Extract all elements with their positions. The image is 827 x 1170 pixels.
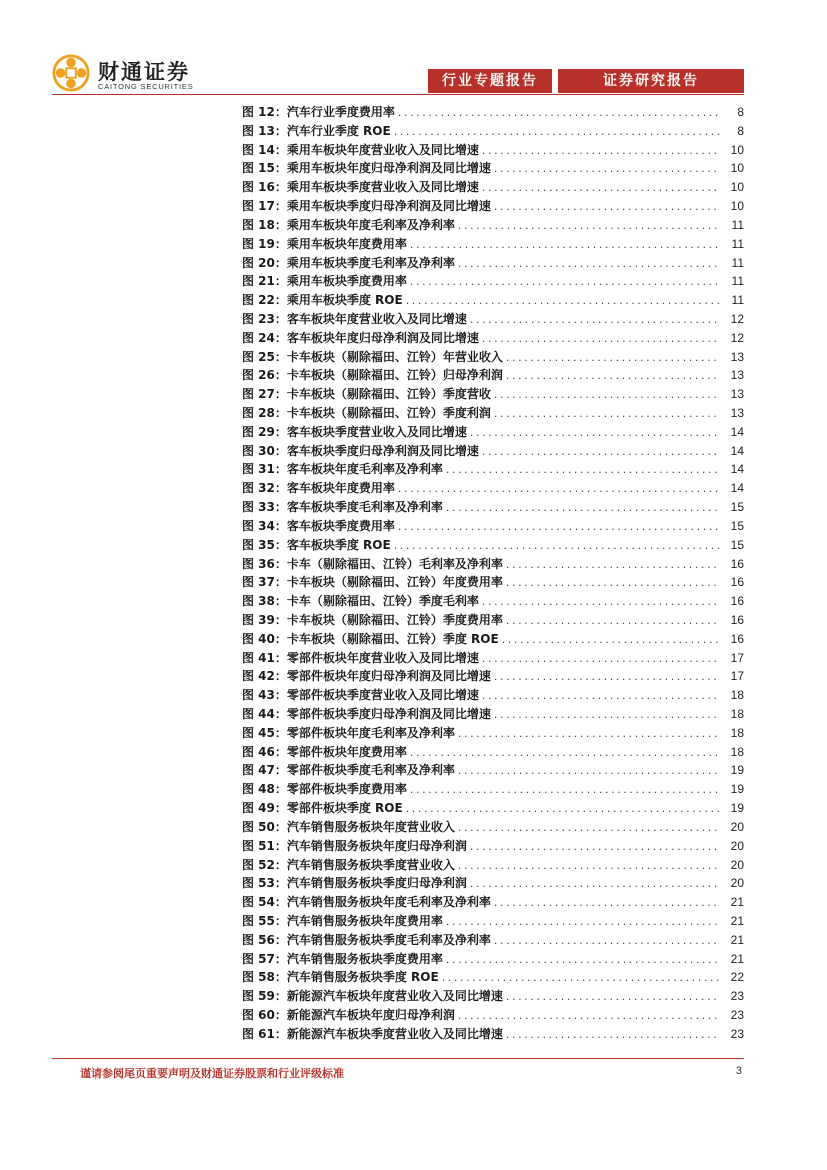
page-number: 3 (735, 1065, 742, 1077)
toc-entry[interactable] (242, 705, 744, 724)
toc-entry[interactable] (242, 667, 744, 686)
toc-entry-page: 16 (730, 556, 744, 571)
toc-entry-label: 图 17：乘用车板块季度归母净利润及同比增速 (242, 199, 491, 214)
toc-entry[interactable] (242, 987, 744, 1006)
toc-entry[interactable] (242, 159, 744, 178)
toc-entry[interactable] (242, 611, 744, 630)
toc-entry[interactable] (242, 1025, 744, 1044)
toc-entry[interactable] (242, 498, 744, 517)
toc-entry-page: 18 (730, 725, 744, 740)
toc-entry-label: 图 15：乘用车板块年度归母净利润及同比增速 (242, 161, 491, 176)
toc-leader-dots (503, 574, 720, 593)
toc-entry[interactable] (242, 536, 744, 555)
toc-entry[interactable] (242, 178, 744, 197)
toc-entry[interactable] (242, 724, 744, 743)
report-type-tag: 行业专题报告 (428, 69, 552, 93)
logo-english-name: CAITONG SECURITIES (98, 82, 194, 91)
toc-entry-label: 图 13：汽车行业季度 ROE (242, 123, 391, 138)
toc-leader-dots (479, 650, 720, 669)
toc-entry[interactable] (242, 423, 744, 442)
toc-entry[interactable] (242, 197, 744, 216)
toc-leader-dots (503, 1026, 720, 1045)
toc-entry-page: 21 (730, 951, 744, 966)
toc-entry-label: 图 60：新能源汽车板块年度归母净利润 (242, 1008, 455, 1022)
toc-entry-label: 图 58：汽车销售服务板块季度 ROE (242, 970, 439, 985)
caitong-logo-icon (52, 54, 90, 92)
toc-entry-page: 18 (730, 707, 744, 721)
toc-entry-page: 21 (730, 932, 744, 947)
toc-entry[interactable] (242, 404, 744, 423)
toc-entry-page: 20 (730, 819, 744, 834)
toc-entry-label: 图 57：汽车销售服务板块季度费用率 (242, 951, 443, 966)
toc-entry-label: 图 16：乘用车板块季度营业收入及同比增速 (242, 180, 479, 195)
toc-entry[interactable] (242, 103, 744, 122)
toc-entry-label: 图 19：乘用车板块年度费用率 (242, 236, 407, 251)
toc-leader-dots (455, 255, 720, 274)
toc-leader-dots (503, 367, 720, 386)
toc-entry-page: 15 (730, 537, 744, 552)
toc-entry-label: 图 27：卡车板块（剔除福田、江铃）季度营收 (242, 387, 491, 402)
toc-entry-label: 图 39：卡车板块（剔除福田、江铃）季度费用率 (242, 612, 503, 627)
toc-entry[interactable] (242, 366, 744, 385)
toc-entry-page: 11 (731, 274, 744, 289)
toc-entry-label: 图 44：零部件板块季度归母净利润及同比增速 (242, 707, 491, 721)
toc-entry-page: 10 (730, 161, 744, 176)
toc-leader-dots (407, 781, 720, 800)
toc-entry-page: 13 (730, 349, 744, 364)
toc-entry-label: 图 32：客车板块年度费用率 (242, 481, 395, 496)
toc-leader-dots (499, 631, 720, 650)
toc-entry[interactable] (242, 818, 744, 837)
toc-entry-label: 图 61：新能源汽车板块季度营业收入及同比增速 (242, 1026, 503, 1041)
toc-entry[interactable] (242, 837, 744, 856)
toc-entry-label: 图 26：卡车板块（剔除福田、江铃）归母净利润 (242, 368, 503, 383)
toc-entry-page: 10 (730, 142, 744, 157)
toc-entry[interactable] (242, 329, 744, 348)
toc-entry-page: 23 (730, 989, 744, 1004)
toc-entry[interactable] (242, 630, 744, 649)
toc-entry-page: 15 (730, 518, 744, 533)
toc-leader-dots (455, 857, 720, 876)
toc-entry[interactable] (242, 592, 744, 611)
toc-entry-label: 图 47：零部件板块季度毛利率及净利率 (242, 763, 455, 778)
toc-entry-label: 图 43：零部件板块季度营业收入及同比增速 (242, 688, 479, 703)
toc-leader-dots (479, 593, 720, 612)
toc-entry-page: 13 (730, 368, 744, 383)
toc-entry-page: 16 (730, 594, 744, 609)
toc-entry-label: 图 33：客车板块季度毛利率及净利率 (242, 500, 443, 515)
toc-leader-dots (479, 179, 720, 198)
toc-entry-label: 图 36：卡车（剔除福田、江铃）毛利率及净利率 (242, 556, 503, 571)
toc-entry-label: 图 54：汽车销售服务板块年度毛利率及净利率 (242, 895, 491, 910)
toc-entry-page: 19 (730, 782, 744, 797)
toc-entry[interactable] (242, 968, 744, 987)
toc-leader-dots (407, 273, 720, 292)
toc-entry-page: 21 (730, 895, 744, 910)
toc-entry-label: 图 40：卡车板块（剔除福田、江铃）季度 ROE (242, 631, 499, 646)
toc-leader-dots (403, 292, 720, 311)
toc-leader-dots (479, 142, 720, 161)
toc-leader-dots (491, 894, 720, 913)
toc-entry[interactable] (242, 893, 744, 912)
toc-entry[interactable] (242, 780, 744, 799)
toc-entry-page: 17 (730, 650, 744, 665)
toc-entry-label: 图 42：零部件板块年度归母净利润及同比增速 (242, 669, 491, 684)
toc-entry[interactable] (242, 686, 744, 705)
toc-entry[interactable] (242, 235, 744, 254)
toc-leader-dots (455, 217, 720, 236)
toc-entry-label: 图 34：客车板块季度费用率 (242, 518, 395, 533)
report-category-tag: 证券研究报告 (558, 69, 744, 93)
toc-entry-label: 图 53：汽车销售服务板块季度归母净利润 (242, 876, 467, 891)
figure-index-list (242, 103, 744, 1044)
toc-entry-label: 图 37：卡车板块（剔除福田、江铃）年度费用率 (242, 575, 503, 590)
toc-entry-page: 22 (730, 970, 744, 985)
toc-entry[interactable] (242, 291, 744, 310)
toc-leader-dots (503, 612, 720, 631)
toc-entry-page: 19 (730, 763, 744, 778)
toc-entry-page: 10 (730, 180, 744, 195)
toc-entry-label: 图 25：卡车板块（剔除福田、江铃）年营业收入 (242, 349, 503, 364)
toc-entry-label: 图 51：汽车销售服务板块年度归母净利润 (242, 838, 467, 853)
toc-entry-page: 11 (731, 255, 744, 270)
toc-entry[interactable] (242, 122, 744, 141)
toc-leader-dots (491, 198, 720, 217)
toc-entry-page: 21 (730, 913, 744, 928)
toc-entry-label: 图 29：客车板块季度营业收入及同比增速 (242, 424, 467, 439)
toc-entry[interactable] (242, 385, 744, 404)
toc-entry[interactable] (242, 799, 744, 818)
toc-entry-page: 13 (730, 387, 744, 402)
toc-entry-page: 23 (730, 1026, 744, 1041)
toc-leader-dots (455, 819, 720, 838)
toc-entry[interactable] (242, 912, 744, 931)
toc-leader-dots (455, 762, 720, 781)
toc-leader-dots (395, 480, 720, 499)
toc-leader-dots (491, 706, 720, 725)
toc-entry-label: 图 41：零部件板块年度营业收入及同比增速 (242, 650, 479, 665)
toc-entry[interactable] (242, 950, 744, 969)
toc-entry-page: 11 (731, 293, 744, 308)
toc-entry-page: 14 (730, 481, 744, 496)
toc-leader-dots (491, 932, 720, 951)
toc-entry-page: 12 (730, 311, 744, 326)
toc-entry-page: 17 (730, 669, 744, 684)
toc-entry-page: 16 (730, 575, 744, 590)
toc-leader-dots (443, 461, 720, 480)
toc-leader-dots (491, 160, 720, 179)
toc-entry[interactable] (242, 573, 744, 592)
toc-leader-dots (395, 518, 720, 537)
toc-entry[interactable] (242, 216, 744, 235)
toc-leader-dots (391, 123, 720, 142)
toc-entry-page: 8 (737, 123, 744, 138)
toc-leader-dots (479, 443, 720, 462)
toc-entry-label: 图 56：汽车销售服务板块季度毛利率及净利率 (242, 932, 491, 947)
toc-entry[interactable] (242, 649, 744, 668)
toc-entry-label: 图 38：卡车（剔除福田、江铃）季度毛利率 (242, 594, 479, 609)
toc-entry-page: 14 (730, 462, 744, 477)
toc-leader-dots (403, 800, 720, 819)
toc-leader-dots (407, 744, 720, 763)
toc-entry-label: 图 50：汽车销售服务板块年度营业收入 (242, 819, 455, 834)
toc-leader-dots (503, 349, 720, 368)
toc-leader-dots (455, 725, 720, 744)
header-divider (52, 94, 744, 95)
toc-entry-label: 图 35：客车板块季度 ROE (242, 537, 391, 552)
toc-leader-dots (439, 969, 720, 988)
footer-disclaimer: 谨请参阅尾页重要声明及财通证券股票和行业评级标准 (80, 1067, 344, 1080)
toc-entry[interactable] (242, 254, 744, 273)
toc-entry-page: 20 (730, 876, 744, 891)
toc-entry[interactable] (242, 743, 744, 762)
toc-entry-label: 图 30：客车板块季度归母净利润及同比增速 (242, 443, 479, 458)
toc-entry-label: 图 55：汽车销售服务板块年度费用率 (242, 913, 443, 928)
toc-entry-label: 图 20：乘用车板块季度毛利率及净利率 (242, 255, 455, 270)
toc-entry-page: 19 (730, 801, 744, 816)
toc-entry-label: 图 31：客车板块年度毛利率及净利率 (242, 462, 443, 477)
toc-leader-dots (479, 330, 720, 349)
toc-entry-label: 图 48：零部件板块季度费用率 (242, 782, 407, 797)
toc-entry[interactable] (242, 856, 744, 875)
toc-leader-dots (467, 424, 720, 443)
toc-entry-page: 16 (730, 631, 744, 646)
toc-leader-dots (443, 913, 720, 932)
toc-entry-label: 图 23：客车板块年度营业收入及同比增速 (242, 311, 467, 326)
toc-entry-page: 18 (730, 688, 744, 703)
toc-leader-dots (491, 386, 720, 405)
toc-entry[interactable] (242, 348, 744, 367)
toc-entry[interactable] (242, 874, 744, 893)
toc-entry-page: 13 (730, 406, 744, 420)
toc-entry-label: 图 49：零部件板块季度 ROE (242, 801, 403, 816)
toc-entry-label: 图 18：乘用车板块年度毛利率及净利率 (242, 217, 455, 232)
toc-entry-label: 图 14：乘用车板块年度营业收入及同比增速 (242, 142, 479, 157)
toc-entry-label: 图 52：汽车销售服务板块季度营业收入 (242, 857, 455, 872)
toc-entry-page: 14 (730, 424, 744, 439)
toc-entry-page: 20 (730, 838, 744, 853)
toc-entry-page: 20 (730, 857, 744, 872)
toc-entry-page: 15 (730, 500, 744, 515)
toc-leader-dots (443, 951, 720, 970)
toc-leader-dots (479, 687, 720, 706)
toc-entry-label: 图 21：乘用车板块季度费用率 (242, 274, 407, 289)
toc-entry-label: 图 24：客车板块年度归母净利润及同比增速 (242, 330, 479, 345)
footer-divider (52, 1058, 744, 1059)
toc-leader-dots (467, 875, 720, 894)
toc-entry-label: 图 46：零部件板块年度费用率 (242, 744, 407, 759)
toc-entry[interactable] (242, 310, 744, 329)
toc-entry[interactable] (242, 555, 744, 574)
toc-entry-label: 图 28：卡车板块（剔除福田、江铃）季度利润 (242, 406, 491, 420)
toc-leader-dots (467, 838, 720, 857)
toc-entry[interactable] (242, 1006, 744, 1025)
toc-entry-label: 图 45：零部件板块年度毛利率及净利率 (242, 725, 455, 740)
logo-chinese-name: 财通证券 (98, 60, 190, 84)
toc-entry[interactable] (242, 761, 744, 780)
toc-leader-dots (491, 405, 720, 424)
toc-entry-page: 10 (730, 199, 744, 214)
toc-entry[interactable] (242, 931, 744, 950)
toc-entry-page: 23 (730, 1008, 744, 1022)
toc-entry-label: 图 22：乘用车板块季度 ROE (242, 293, 403, 308)
toc-entry[interactable] (242, 517, 744, 536)
toc-entry-page: 12 (730, 330, 744, 345)
toc-entry-page: 16 (730, 612, 744, 627)
toc-leader-dots (391, 537, 720, 556)
toc-leader-dots (503, 556, 720, 575)
toc-leader-dots (467, 311, 720, 330)
caitong-logo (52, 52, 212, 96)
toc-entry-label: 图 12：汽车行业季度费用率 (242, 105, 395, 119)
toc-entry[interactable] (242, 442, 744, 461)
toc-entry-label: 图 59：新能源汽车板块年度营业收入及同比增速 (242, 989, 503, 1004)
toc-entry[interactable] (242, 479, 744, 498)
toc-entry[interactable] (242, 272, 744, 291)
toc-entry-page: 11 (731, 217, 744, 232)
toc-entry-page: 11 (731, 236, 744, 251)
toc-leader-dots (455, 1007, 720, 1026)
toc-entry[interactable] (242, 460, 744, 479)
toc-entry-page: 8 (737, 105, 744, 119)
toc-entry[interactable] (242, 141, 744, 160)
toc-leader-dots (503, 988, 720, 1007)
toc-leader-dots (491, 668, 720, 687)
toc-entry-page: 18 (730, 744, 744, 759)
toc-leader-dots (407, 236, 720, 255)
toc-leader-dots (443, 499, 720, 518)
toc-entry-page: 14 (730, 443, 744, 458)
toc-leader-dots (395, 104, 720, 123)
